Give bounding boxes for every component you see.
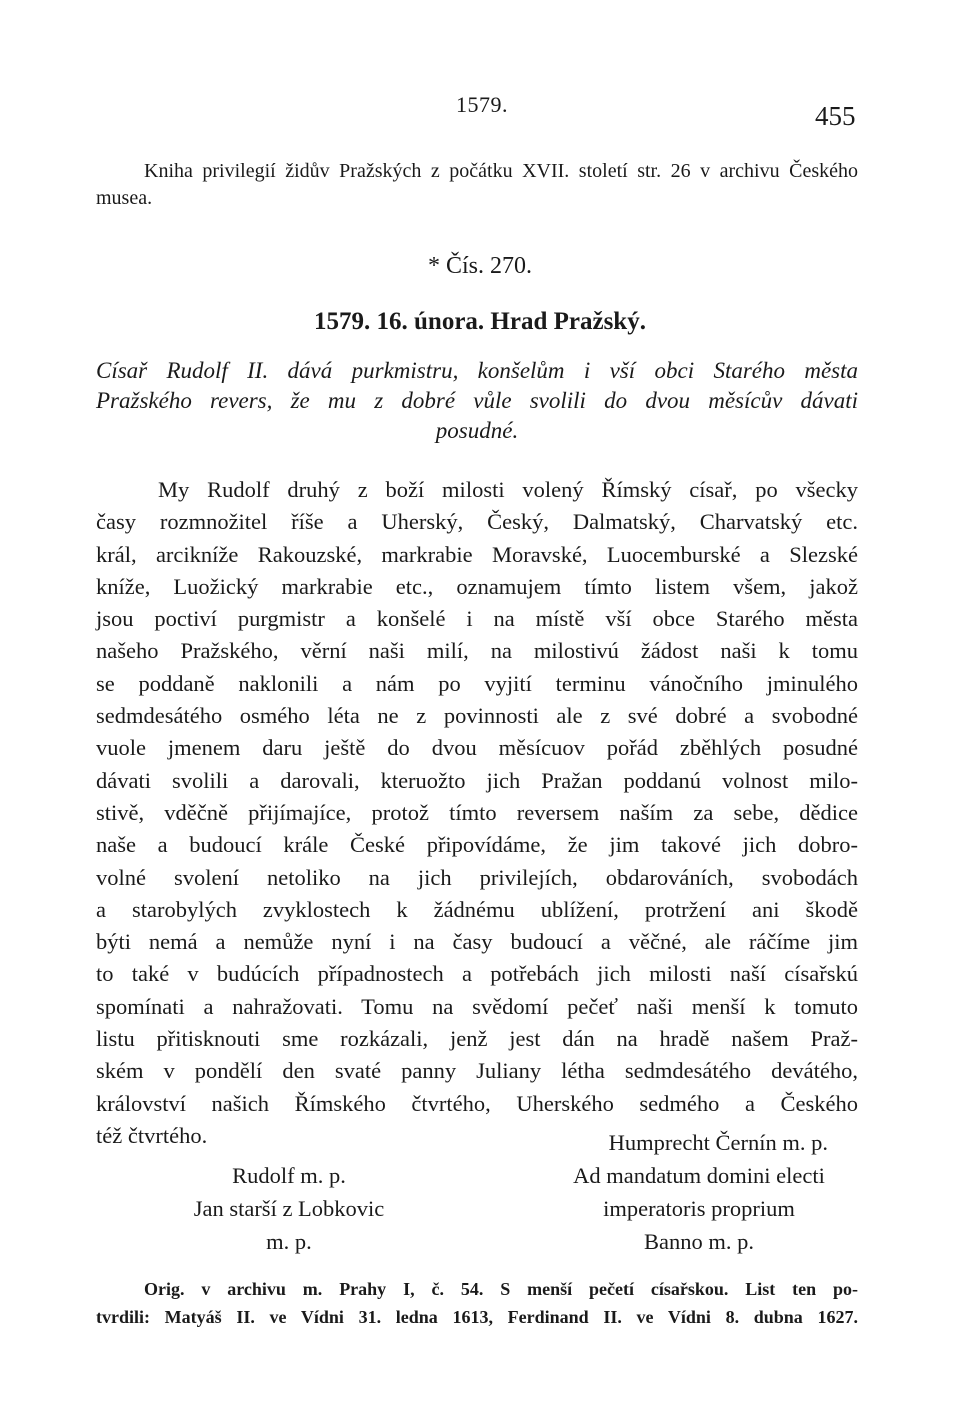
body-line: naše a budoucí krále České připovídáme, že jim takové jich dobro-: [96, 832, 858, 858]
body-line: království našich Římského čtvrtého, Uherského sedmého a Českého: [96, 1090, 858, 1116]
page-number: 455: [815, 101, 856, 131]
regest-line: posudné.: [435, 418, 519, 443]
regest-line: Císař Rudolf II. dává purkmistru, konšelům i vší obci Starého města: [96, 358, 858, 383]
body-line: vuole jmenem daru ještě do dvou měsícuov pořád zběhlých posudné: [96, 735, 858, 761]
body-line: též čtvrtého.: [96, 1122, 208, 1148]
body-line: volné svolení netoliko na jich privilejích, obdarováních, svobodách: [96, 864, 858, 890]
document-number: * Čís. 270.: [427, 253, 532, 279]
signature-line: Jan starší z Lobkovic: [193, 1196, 385, 1221]
signature-line: Rudolf m. p.: [232, 1163, 346, 1188]
body-line: ském v pondělí den svaté panny Juliany létha sedmdesátého devátého,: [96, 1058, 858, 1084]
signature-line: Ad mandatum domini electi: [573, 1163, 825, 1188]
body-line: My Rudolf druhý z boží milosti volený Římský císař, po všecky: [158, 477, 858, 502]
running-header-year: 1579.: [456, 92, 508, 117]
signature-line: imperatoris proprium: [603, 1196, 795, 1221]
signature-line: Banno m. p.: [644, 1229, 754, 1254]
footnote-line: Orig. v archivu m. Prahy I, č. 54. S menší pečetí císařskou. List ten po-: [144, 1279, 858, 1299]
footnote: [96, 1275, 858, 1331]
body-line: našeho Pražského, věrní naši milí, na milostivú žádost naši k tomu: [96, 638, 858, 664]
body-line: listu přitisknouti sme rozkázali, jenž jest dán na hradě našem Praž-: [96, 1026, 858, 1052]
body-line: býti nemá a nemůže nyní i na časy budoucí a věčné, ale ráčíme jim: [96, 929, 858, 955]
body-line: a starobylých zvyklostech k žádnému ublížení, protržení ani škodě: [96, 896, 858, 922]
body-line: stivě, vděčně přijímajíce, protož tímto reversem naším za sebe, dědice: [96, 799, 858, 825]
body-line: sedmdesátého osmého léta ne z povinnosti ale z své dobré a svobodné: [96, 703, 858, 729]
document-body: [96, 474, 858, 1152]
body-line: se poddaně naklonili a nám po vyjití terminu vánočního jminulého: [96, 670, 858, 696]
body-line: spomínati a nahražovati. Tomu na svědomí pečeť naši menší k tomuto: [96, 993, 858, 1019]
signature-line: m. p.: [266, 1229, 312, 1254]
source-note: Kniha privilegií židův Pražských z počátku XVII. století str. 26 v archivu Českého musea.: [96, 160, 858, 209]
body-line: časy rozmnožitel říše a Uherský, Český, Dalmatský, Charvatský etc.: [96, 509, 858, 535]
regest-line: Pražského revers, že mu z dobré vůle svolili do dvou měsícův dávati: [96, 388, 858, 413]
body-line: to také v budúcích případnostech a potřebách jich milosti naší císařskú: [96, 961, 858, 987]
body-line: jsou poctiví purgmistr a konšelé i na místě vší obce Starého města: [96, 606, 858, 632]
body-line: kníže, Luožický markrabie etc., oznamujem tímto listem všem, jakož: [96, 573, 858, 599]
regest-summary: [96, 356, 858, 446]
signatures-left: [165, 1126, 413, 1254]
signatures-right: [540, 1126, 858, 1258]
signature-line: Humprecht Černín m. p.: [608, 1130, 828, 1155]
date-heading: 1579. 16. února. Hrad Pražský.: [314, 308, 646, 335]
body-line: král, arcikníže Rakouzské, markrabie Moravské, Luocemburské a Slezské: [96, 541, 858, 567]
body-line: dávati svolili a darovali, kteruožto jich Pražan poddanú volnost milo-: [96, 767, 858, 793]
footnote-line: tvrdili: Matyáš II. ve Vídni 31. ledna 1613, Ferdinand II. ve Vídni 8. dubna 1627.: [96, 1307, 858, 1327]
